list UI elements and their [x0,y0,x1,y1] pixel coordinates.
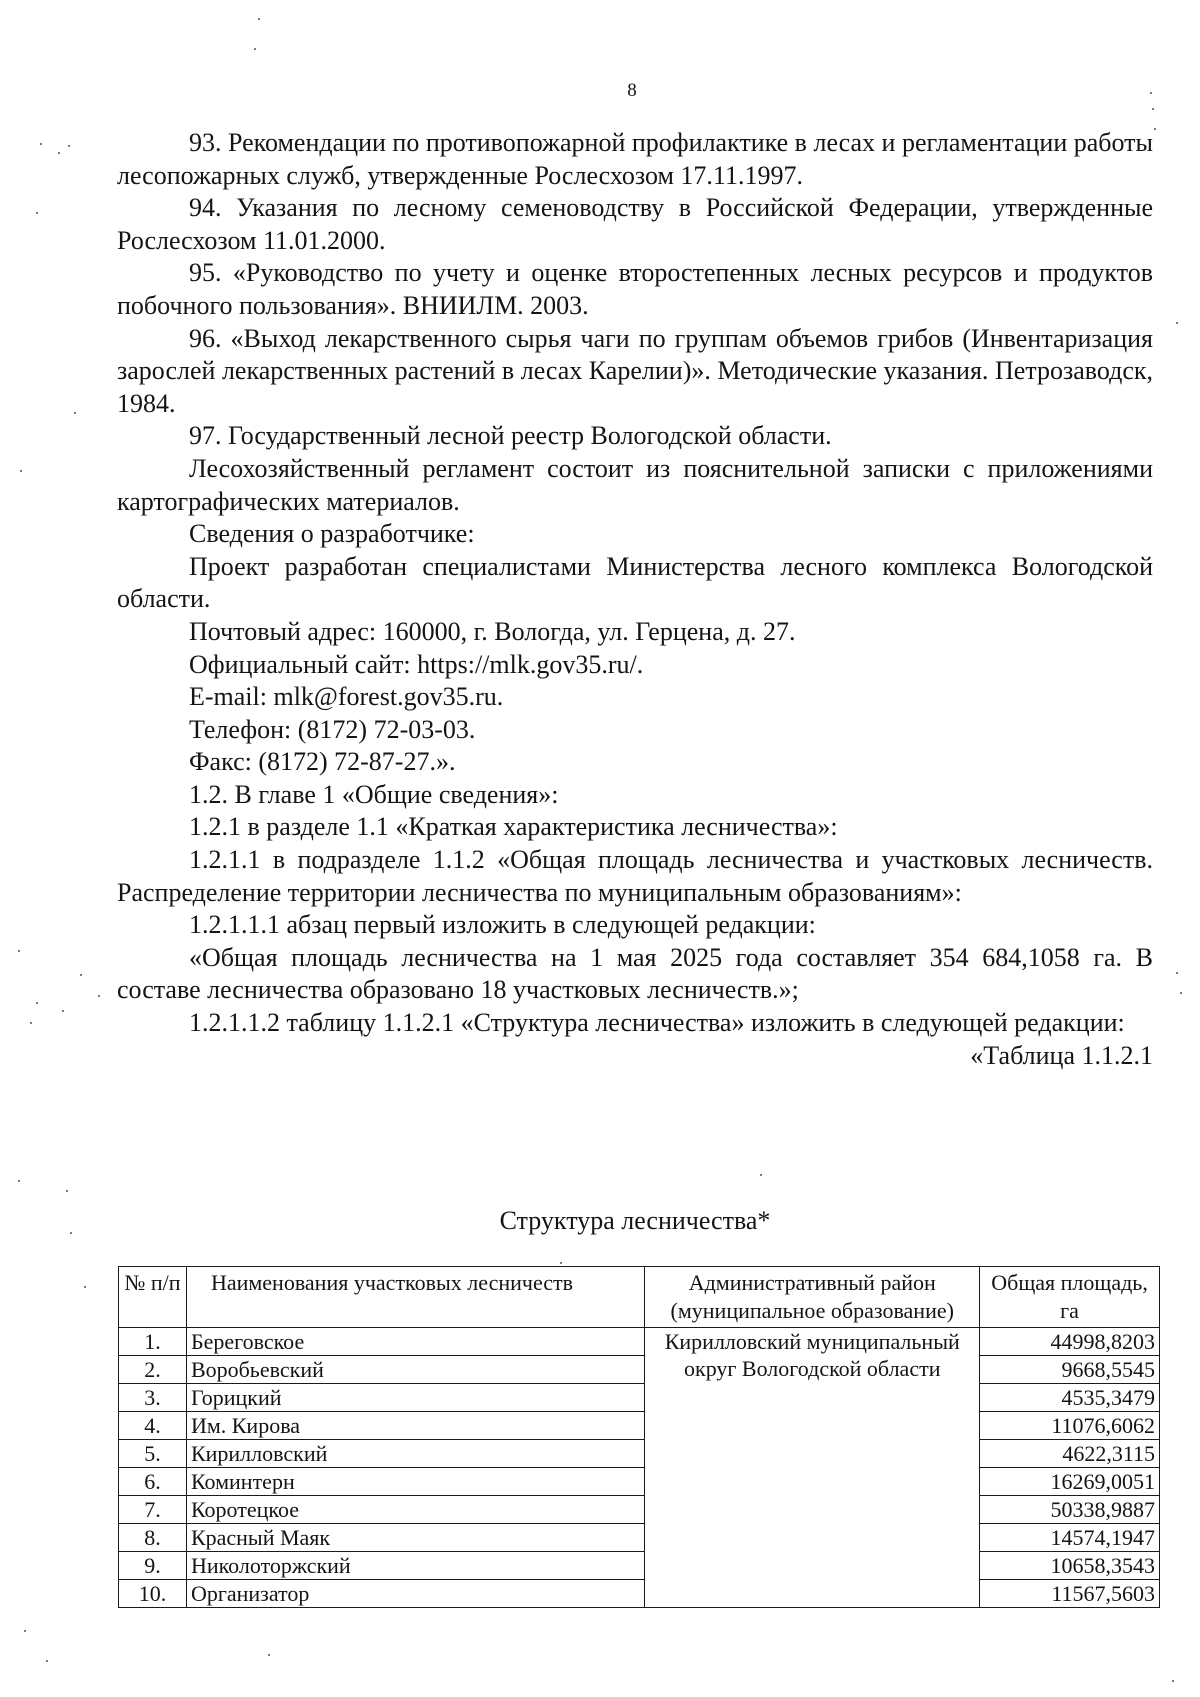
scan-speck [20,470,22,472]
row-area: 11567,5603 [980,1580,1160,1608]
table-row [119,1384,1160,1412]
scan-speck [1176,322,1178,324]
scan-speck [62,1010,64,1012]
row-num: 6. [119,1468,187,1496]
paragraph-item-93: 93. Рекомендации по противопожарной профилактике в лесах и регламентации работы лесопожарных служб, утвержденные Рослесхозом 17.11.1997. [117,128,1153,190]
header-area: Общая площадь, га [980,1267,1160,1328]
paragraph-item-96: 96. «Выход лекарственного сырья чаги по группам объемов грибов (Инвентаризация зарослей лекарственных растений в лесах Карелии)». Методические указания. Петрозаводск, 1984. [117,323,1153,418]
paragraph-amendment-1-2-1-1: 1.2.1.1 в подразделе 1.1.2 «Общая площадь лесничества и участковых лесничеств. Распределение территории лесничества по муниципальным образованиям»: [117,845,1153,907]
scan-speck [58,152,60,154]
forestry-structure-table [118,1266,1160,1608]
scan-speck [74,412,76,414]
row-area: 11076,6062 [980,1412,1160,1440]
row-name: Горицкий [186,1384,644,1412]
scan-speck [66,1190,68,1192]
scan-speck [1154,128,1156,130]
scan-speck [40,143,42,145]
row-area: 14574,1947 [980,1524,1160,1552]
row-area: 44998,8203 [980,1328,1160,1356]
scan-speck [18,1180,20,1182]
row-num: 5. [119,1440,187,1468]
scan-speck [24,1630,26,1632]
scan-speck [70,1232,72,1234]
row-name: Организатор [186,1580,644,1608]
row-area: 16269,0051 [980,1468,1160,1496]
paragraph-item-94: 94. Указания по лесному семеноводству в Российской Федерации, утвержденные Рослесхозом 11.01.2000. [117,193,1153,255]
row-name: Красный Маяк [186,1524,644,1552]
table-row [119,1524,1160,1552]
paragraph-postal-address: Почтовый адрес: 160000, г. Вологда, ул. Герцена, д. 27. [189,616,796,646]
scan-speck [98,995,100,997]
paragraph-fax: Факс: (8172) 72-87-27.». [189,747,456,777]
paragraph-developer-heading: Сведения о разработчике: [189,519,475,549]
scan-speck [30,1022,32,1024]
row-area: 4622,3115 [980,1440,1160,1468]
paragraph-total-area: «Общая площадь лесничества на 1 мая 2025 года составляет 354 684,1058 га. В составе лесничества образовано 18 участковых лесничеств.»; [117,942,1153,1005]
scan-speck [1176,972,1178,974]
row-name: Им. Кирова [186,1412,644,1440]
paragraph-phone: Телефон: (8172) 72-03-03. [189,714,476,744]
paragraph-amendment-1-2-1-1-2: 1.2.1.1.2 таблицу 1.1.2.1 «Структура лесничества» изложить в следующей редакции: [189,1008,1125,1038]
paragraph-developer: Проект разработан специалистами Министерства лесного комплекса Вологодской области. [117,551,1153,614]
row-num: 1. [119,1328,187,1356]
paragraph-regulation-composition: Лесохозяйственный регламент состоит из пояснительной записки с приложениями картографических материалов. [117,453,1153,516]
paragraph-amendment-1-2-1: 1.2.1 в разделе 1.1 «Краткая характеристика лесничества»: [189,812,838,842]
row-num: 9. [119,1552,187,1580]
row-name: Береговское [186,1328,644,1356]
scan-speck [46,1660,48,1662]
scan-speck [84,1286,86,1288]
row-num: 2. [119,1356,187,1384]
paragraph-amendment-1-2-1-1-1: 1.2.1.1.1 абзац первый изложить в следующей редакции: [189,910,816,940]
district-cell: Кирилловский муниципальный округ Вологодской области [645,1328,980,1608]
row-num: 4. [119,1412,187,1440]
table-title: Структура лесничества* [499,1206,771,1235]
scan-speck [268,1654,270,1656]
table-row [119,1440,1160,1468]
table-header-row [119,1267,1160,1328]
row-area: 10658,3543 [980,1552,1160,1580]
scan-speck [1180,992,1182,994]
paragraph-item-97: 97. Государственный лесной реестр Вологодской области. [189,421,832,451]
table-row [119,1412,1160,1440]
table-label: «Таблица 1.1.2.1 [970,1040,1153,1070]
scan-speck [68,145,70,147]
table-row [119,1496,1160,1524]
paragraph-amendment-1-2: 1.2. В главе 1 «Общие сведения»: [189,779,559,809]
table-row [119,1468,1160,1496]
table-row [119,1580,1160,1608]
scan-speck [18,950,20,952]
row-num: 8. [119,1524,187,1552]
row-name: Николоторжский [186,1552,644,1580]
scan-speck [1152,108,1154,110]
row-num: 7. [119,1496,187,1524]
scan-speck [1150,92,1152,94]
scan-speck [36,1002,38,1004]
table-row [119,1356,1160,1384]
scan-speck [254,48,256,50]
header-name: Наименования участковых лесничеств [186,1267,644,1328]
scan-speck [1172,1680,1174,1682]
paragraph-item-95: 95. «Руководство по учету и оценке второстепенных лесных ресурсов и продуктов побочного пользования». ВНИИЛМ. 2003. [117,258,1153,320]
header-district: Административный район (муниципальное образование) [645,1267,980,1328]
row-area: 4535,3479 [980,1384,1160,1412]
row-name: Коминтерн [186,1468,644,1496]
document-body [117,127,1153,1072]
row-area: 50338,9887 [980,1496,1160,1524]
row-num: 3. [119,1384,187,1412]
row-num: 10. [119,1580,187,1608]
row-name: Коротецкое [186,1496,644,1524]
scan-speck [258,18,260,20]
paragraph-email: E-mail: mlk@forest.gov35.ru. [189,682,504,712]
table-row [119,1328,1160,1356]
row-area: 9668,5545 [980,1356,1160,1384]
scan-speck [36,212,38,214]
header-num: № п/п [119,1267,187,1328]
row-name: Кирилловский [186,1440,644,1468]
scan-speck [560,1262,562,1264]
scan-speck [760,1174,762,1176]
row-name: Воробьевский [186,1356,644,1384]
page-number: 8 [627,80,637,101]
table-row [119,1552,1160,1580]
scan-speck [80,974,82,976]
paragraph-website: Официальный сайт: https://mlk.gov35.ru/. [189,649,644,679]
